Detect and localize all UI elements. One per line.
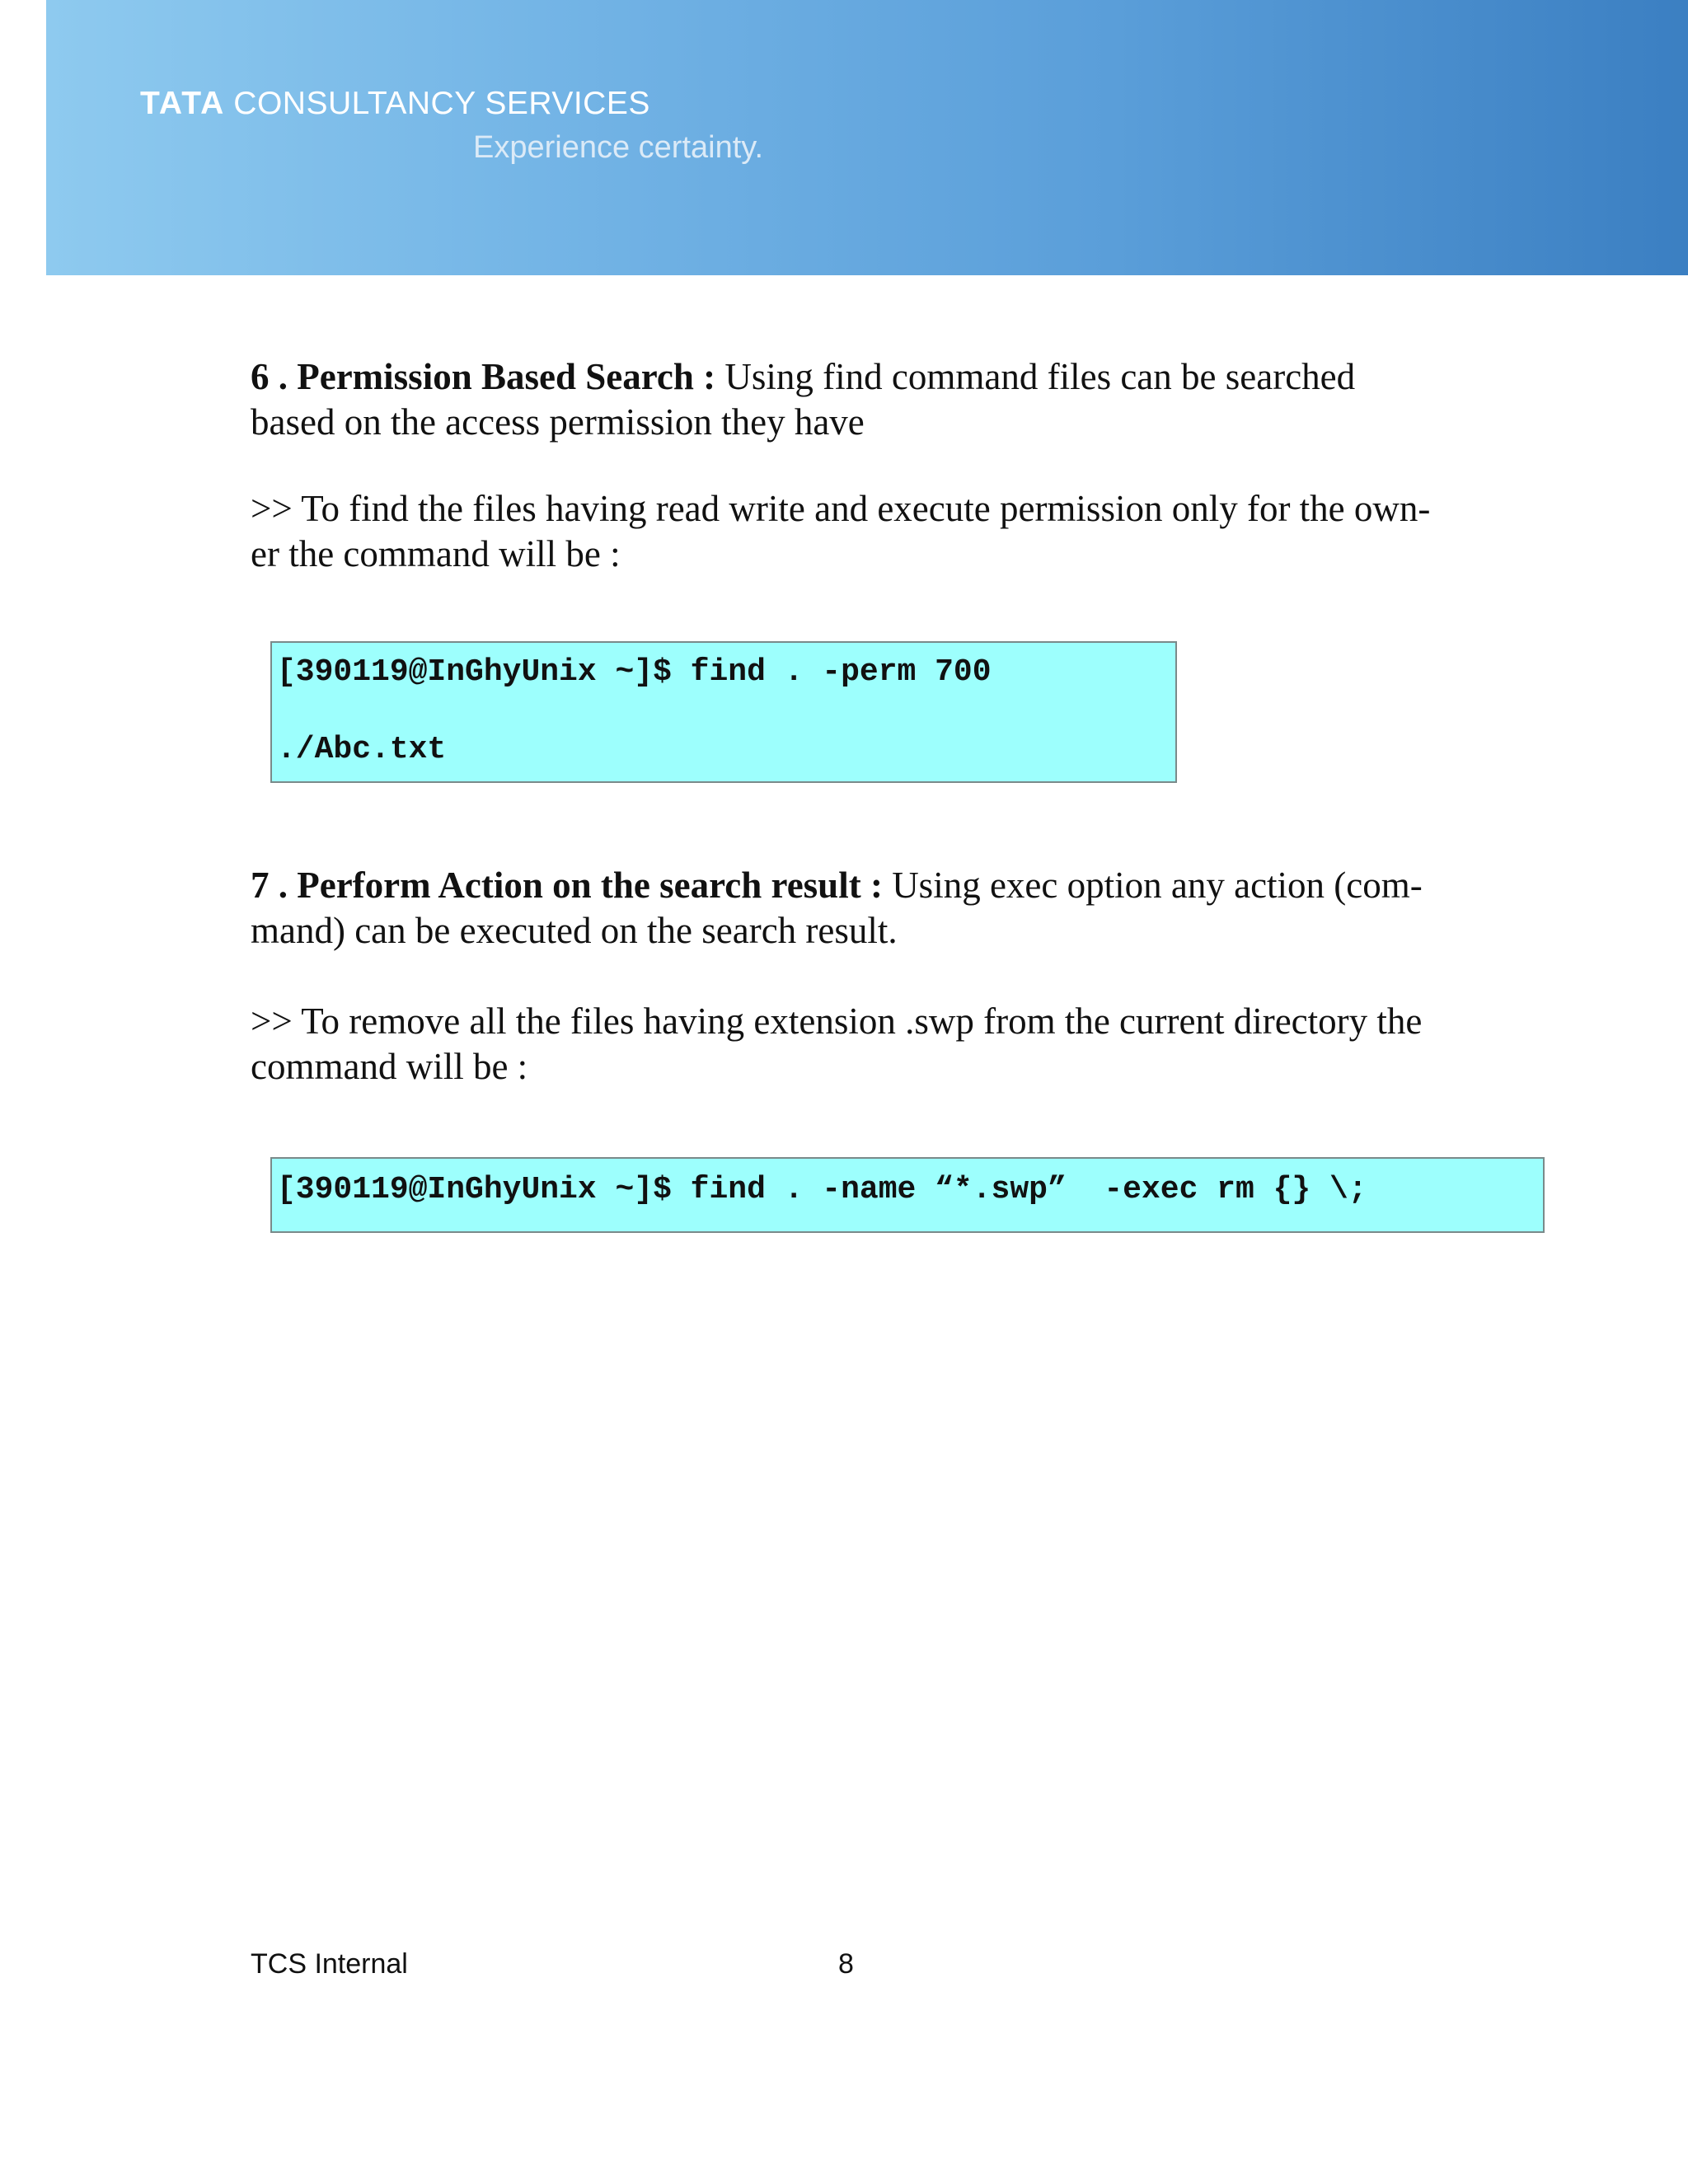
section-6-intro-line-1: Using find command files can be searched: [715, 356, 1356, 397]
header-banner: [46, 0, 1688, 275]
section-7-intro-line-1: Using exec option any action (com-: [882, 865, 1423, 906]
brand-tagline: Experience certainty.: [473, 130, 764, 165]
section-6-command-box: [270, 641, 1177, 783]
section-6-command-output: ./Abc.txt: [277, 732, 447, 767]
section-6-intro: [251, 354, 1553, 445]
page-number: 8: [838, 1948, 854, 1980]
section-7-intro-line-2: mand) can be executed on the search result.: [251, 910, 898, 951]
section-7-instruction-line-1: >> To remove all the files having extension .swp from the current directory the: [251, 1001, 1423, 1042]
footer-classification: TCS Internal: [251, 1948, 408, 1980]
section-7-command-box: [270, 1157, 1545, 1233]
section-6-command: [390119@InGhyUnix ~]$ find . -perm 700: [277, 654, 992, 690]
section-6-instruction-line-2: er the command will be :: [251, 533, 621, 574]
section-6-heading: 6 . Permission Based Search :: [251, 356, 716, 397]
section-6-instruction: [251, 486, 1553, 577]
company-logo: [140, 86, 650, 122]
section-7-command: [390119@InGhyUnix ~]$ find . -name “*.swp” -exec rm {} \;: [277, 1172, 1367, 1207]
section-7-heading: 7 . Perform Action on the search result :: [251, 865, 883, 906]
brand-tata: TATA: [140, 86, 226, 121]
section-6-instruction-line-1: >> To find the files having read write and execute permission only for the own-: [251, 488, 1431, 529]
section-6-intro-line-2: based on the access permission they have: [251, 401, 865, 443]
section-7-instruction: [251, 999, 1553, 1090]
section-7-intro: [251, 863, 1553, 954]
brand-company-name: CONSULTANCY SERVICES: [233, 86, 650, 121]
section-7-instruction-line-2: command will be :: [251, 1046, 528, 1087]
